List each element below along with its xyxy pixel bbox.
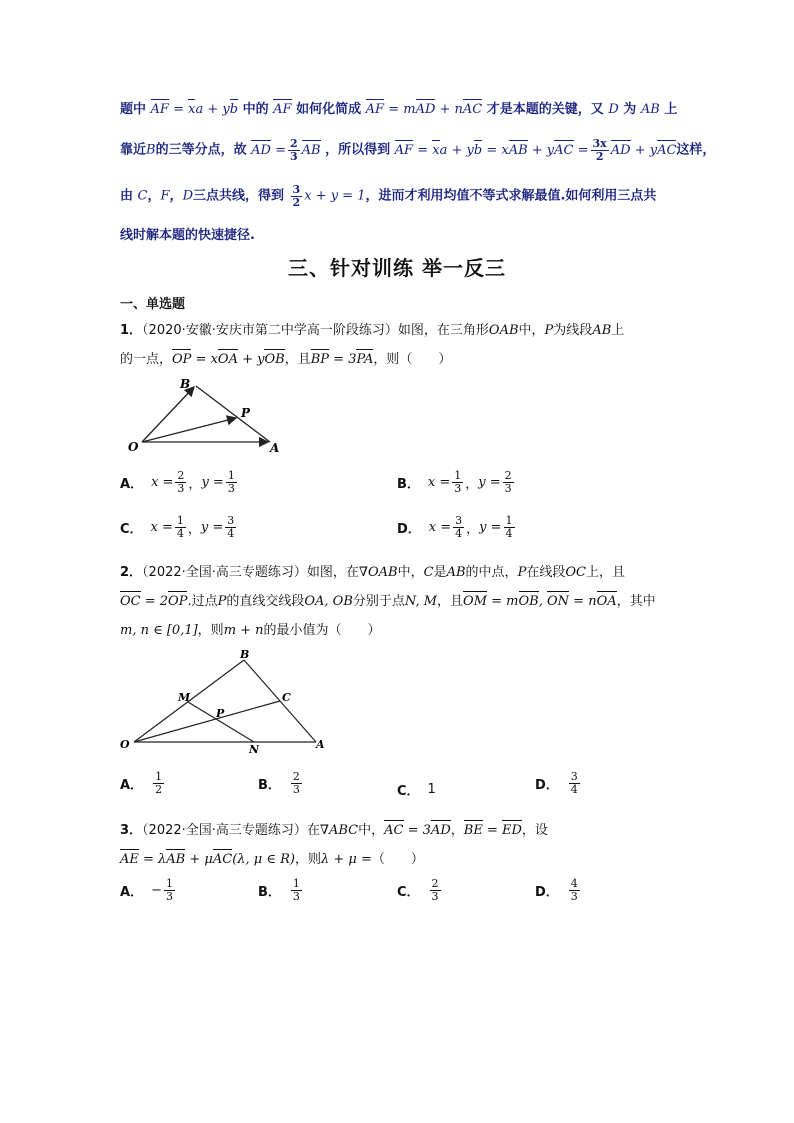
option-label: D． (397, 521, 421, 537)
fraction: $\frac{3}{2}$ (292, 183, 301, 209)
question-text: 中， (358, 823, 385, 838)
math: y = (200, 519, 224, 535)
question-text: 上 (611, 323, 625, 338)
math: x = (151, 474, 174, 490)
label-c: C (282, 691, 291, 704)
math: x = (150, 519, 173, 535)
math: D (608, 102, 619, 117)
question-text: ，则 (294, 852, 321, 867)
figure-2 (118, 646, 338, 758)
intro-text: 才是本题的关键，又 (486, 102, 604, 117)
question-2-line-3 (120, 619, 381, 638)
intro-text: 三点共线，得到 (193, 188, 285, 204)
question-3-option-d[interactable] (535, 878, 582, 902)
question-2-line-2 (120, 590, 656, 609)
fraction: $\frac{1}{4}$ (176, 514, 184, 540)
question-text: 上，且 (585, 565, 625, 580)
fraction: $\frac{2}{3}$ (289, 137, 298, 163)
question-number: 2． (120, 565, 143, 580)
math: N, M (404, 594, 438, 609)
math: AE = λAB + μAC(λ, μ ∈ R) (120, 852, 295, 867)
question-source: （2022·全国·高三专题练习） (142, 823, 307, 838)
math: BP = 3PA (310, 352, 374, 367)
label-m: M (178, 691, 191, 704)
math: D (182, 188, 193, 204)
subsection-title: 一、单选题 (120, 297, 186, 312)
question-3-option-b[interactable] (258, 878, 304, 902)
intro-line-1 (120, 98, 677, 117)
intro-text: 上 (664, 102, 678, 117)
fraction: $\frac{1}{3}$ (227, 469, 235, 495)
math: y = (478, 474, 501, 490)
math: x + y = 1 (304, 188, 366, 204)
math: AB (301, 142, 321, 158)
question-number: 1． (120, 323, 143, 338)
section-title: 三、针对训练 举一反三 (288, 256, 506, 280)
math: F (160, 188, 170, 204)
intro-text: 为 (623, 102, 637, 117)
intro-line-2 (120, 138, 715, 162)
math: OC (565, 565, 586, 580)
fraction: $\frac{3}{4}$ (227, 514, 235, 540)
math: λ + μ = (321, 852, 372, 867)
intro-line-4 (120, 224, 255, 243)
fraction: $\frac{1}{3}$ (165, 877, 173, 903)
math: AF = xa + yb = xAB + yAC = (394, 142, 589, 158)
question-3-option-c[interactable] (397, 878, 443, 902)
question-1-option-d[interactable]: D． x = $\frac{3}{4}$ ， y = $\frac{1}{4}$ (397, 514, 513, 540)
intro-text: 如何化简成 (296, 102, 362, 117)
question-text: 的中点， (465, 565, 518, 580)
figure-1 (120, 376, 290, 460)
math: OP = xOA + yOB (172, 352, 285, 367)
question-text: ，且 (284, 352, 311, 367)
question-text: 在 (306, 823, 320, 838)
label-b: B (240, 648, 250, 661)
math: OA, OB (304, 594, 353, 609)
math: P (544, 323, 554, 338)
question-text: 的一点， (120, 352, 173, 367)
label-b: B (180, 377, 191, 391)
question-text: 分别于点 (352, 594, 405, 609)
option-label: B． (258, 777, 281, 793)
option-label: D． (535, 884, 559, 900)
label-p: P (216, 707, 225, 720)
question-text: 在线段 (526, 565, 566, 580)
segment-oc (134, 701, 280, 742)
math: x = (428, 519, 452, 535)
label-a: A (316, 738, 325, 751)
math: OAB (488, 323, 519, 338)
option-label: B． (258, 884, 281, 900)
option-value: 1 (427, 782, 436, 797)
question-text: 如图，在三角形 (397, 323, 489, 338)
label-p: P (241, 406, 251, 420)
question-text: ，设 (521, 823, 548, 838)
question-text: 中， (397, 565, 424, 580)
math: AD + yAC (610, 142, 677, 158)
label-n: N (249, 743, 260, 756)
intro-line-3: 由 C，F，D三点共线，得到 $\frac{3}{2}$ x + y = 1，进而才利用均值不等式求解最值.如何利用三点共 (120, 183, 657, 209)
question-text: 的直线交线段 (226, 594, 305, 609)
intro-text: 的三等分点，故 (155, 142, 247, 158)
fraction: $\frac{1}{3}$ (292, 877, 300, 903)
intro-text: 靠近 (120, 142, 147, 158)
question-source: （2022·全国·高三专题练习） (142, 565, 307, 580)
question-source: （2020·安徽·安庆市第二中学高一阶段练习） (142, 323, 398, 338)
question-text: ，其中 (616, 594, 656, 609)
fraction: $\frac{2}{3}$ (504, 469, 512, 495)
option-label: D． (535, 777, 559, 793)
math: AB (592, 323, 612, 338)
math: AB (640, 102, 660, 117)
label-o: O (120, 738, 130, 751)
fraction: $\frac{2}{3}$ (177, 469, 185, 495)
question-text: ，则 (197, 623, 224, 638)
intro-text: 由 (120, 188, 134, 204)
question-2-option-a[interactable] (120, 771, 166, 795)
vector-op (142, 418, 236, 442)
math: P (217, 594, 227, 609)
intro-text: ，所以得到 (325, 142, 391, 158)
fraction: $\frac{1}{4}$ (505, 514, 513, 540)
segment-ab (196, 386, 270, 442)
math: AC = 3AD (384, 823, 451, 838)
question-text: 中， (518, 323, 545, 338)
option-label: A． (120, 777, 144, 793)
math: B (146, 142, 156, 158)
question-2-option-c[interactable] (397, 780, 436, 799)
question-1-option-a[interactable]: A． x = $\frac{2}{3}$ ， y = $\frac{1}{3}$ (120, 469, 235, 495)
math: AF (273, 102, 292, 117)
option-label: C． (397, 784, 420, 799)
math: BE = ED (463, 823, 522, 838)
intro-text: 这样， (676, 142, 716, 158)
math: − (151, 882, 162, 898)
math: y = (479, 519, 502, 535)
fraction: $\frac{2}{3}$ (292, 770, 300, 796)
label-a: A (270, 441, 280, 455)
label-o: O (128, 440, 139, 454)
question-text: ，且 (437, 594, 464, 609)
fraction: $\frac{1}{2}$ (155, 770, 163, 796)
question-text: .过点 (187, 594, 218, 609)
math: AF = mAD + nAC (365, 102, 483, 117)
fraction: $\frac{3x}{2}$ (592, 137, 607, 163)
question-3-line-1: 3．（2022·全国·高三专题练习）在∇ABC中，AC = 3AD，BE = ED，设 (120, 823, 548, 838)
question-1-line-2 (120, 348, 451, 367)
question-text: 如图，在 (306, 565, 359, 580)
math: m, n ∈ [0,1] (120, 623, 198, 638)
math: AD = (251, 142, 286, 158)
fraction: $\frac{3}{4}$ (455, 514, 463, 540)
option-label: A． (120, 476, 144, 492)
math: OM = mOB, ON = nOA (463, 594, 617, 609)
fraction: $\frac{2}{3}$ (431, 877, 439, 903)
intro-text: 中的 (242, 102, 269, 117)
option-label: A． (120, 884, 144, 900)
option-label: C． (397, 884, 420, 900)
question-1-option-c[interactable]: C． x = $\frac{1}{4}$ ， y = $\frac{3}{4}$ (120, 514, 235, 540)
question-text: 的最小值为（ ） (263, 623, 381, 638)
question-text: ，则（ ） (373, 352, 452, 367)
math: C (137, 188, 148, 204)
question-1-option-b[interactable]: B． x = $\frac{1}{3}$ ， y = $\frac{2}{3}$ (397, 469, 512, 495)
math: ∇ABC (319, 823, 359, 838)
question-3-line-2 (120, 848, 424, 867)
math: m + n (223, 623, 264, 638)
question-3-option-a[interactable] (120, 878, 177, 902)
fraction: $\frac{1}{3}$ (454, 469, 462, 495)
question-number: 3． (120, 823, 143, 838)
question-1-line-1 (120, 319, 624, 338)
intro-text: 线时解本题的快速捷径. (120, 228, 255, 243)
fraction: $\frac{3}{4}$ (570, 770, 578, 796)
option-label: B． (397, 476, 420, 492)
intro-text: 题中 (120, 102, 147, 117)
question-2-line-1 (120, 561, 625, 580)
question-text: 是 (433, 565, 447, 580)
fraction: $\frac{4}{3}$ (570, 877, 578, 903)
vector-ob (142, 387, 194, 442)
question-text: （ ） (371, 852, 424, 867)
math: y = (201, 474, 224, 490)
question-2-option-d[interactable] (535, 771, 582, 795)
math: C (423, 565, 434, 580)
math: P (517, 565, 527, 580)
question-text: 为线段 (553, 323, 593, 338)
math: OC = 2OP (120, 594, 188, 609)
math: AB (446, 565, 466, 580)
math: AF = xa + yb (150, 102, 239, 117)
math: ∇OAB (358, 565, 398, 580)
math: x = (427, 474, 451, 490)
intro-text: ，进而才利用均值不等式求解最值.如何利用三点共 (365, 188, 657, 204)
option-label: C． (120, 521, 143, 537)
question-2-option-b[interactable] (258, 771, 304, 795)
